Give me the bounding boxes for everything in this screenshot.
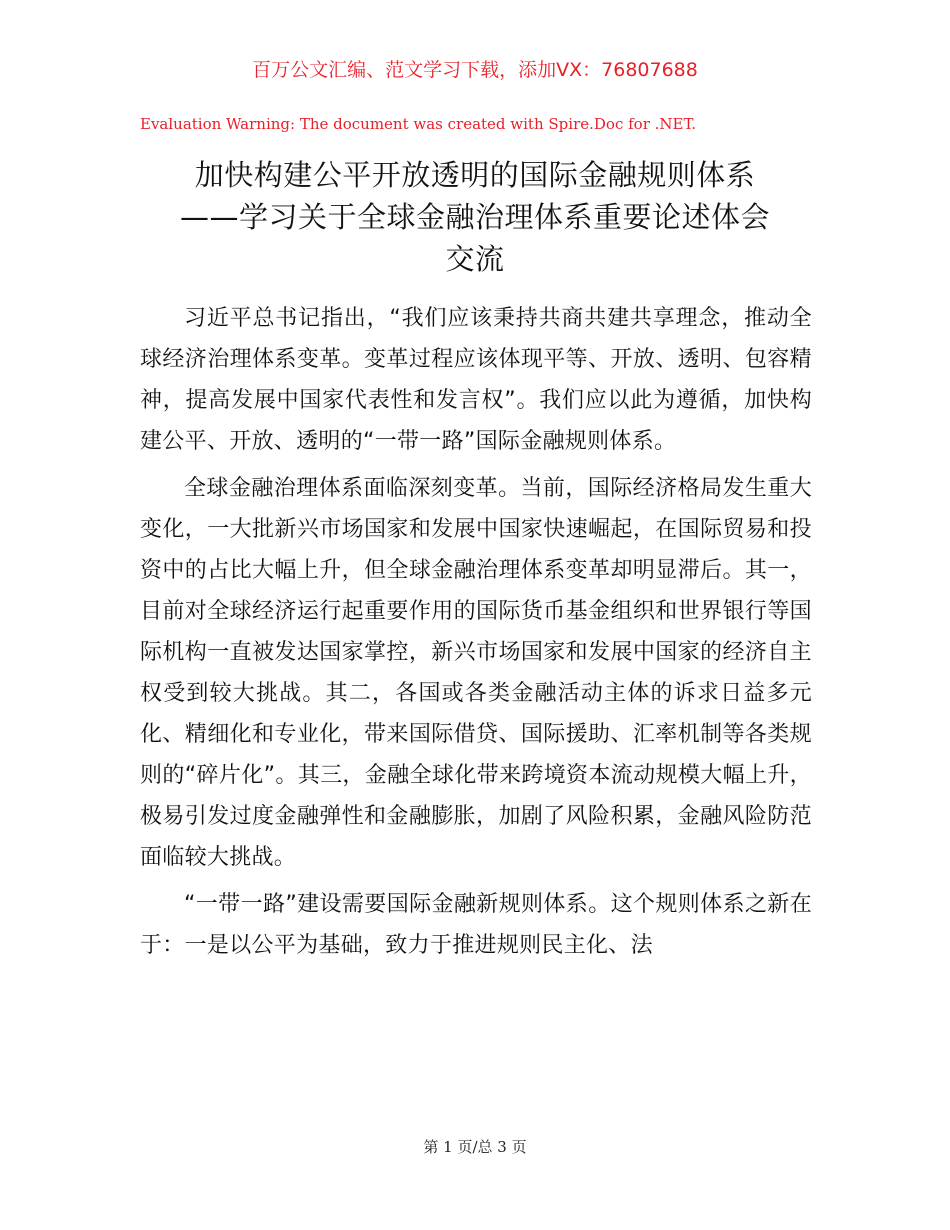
evaluation-warning: Evaluation Warning: The document was created with Spire.Doc for .NET. [140,115,697,133]
paragraph-2: 全球金融治理体系面临深刻变革。当前，国际经济格局发生重大变化，一大批新兴市场国家和发展中国家快速崛起，在国际贸易和投资中的占比大幅上升，但全球金融治理体系变革却明显滞后。其一，目前对全球经济运行起重要作用的国际货币基金组织和世界银行等国际机构一直被发达国家掌控，新兴市场国家和发展中国家的经济自主权受到较大挑战。其二，各国或各类金融活动主体的诉求日益多元化、精细化和专业化，带来国际借贷、国际援助、汇率机制等各类规则的“碎片化”。其三，金融全球化带来跨境资本流动规模大幅上升，极易引发过度金融弹性和金融膨胀，加剧了风险积累，金融风险防范面临较大挑战。 [140,476,812,870]
title-line-2: ——学习关于全球金融治理体系重要论述体会 [179,200,770,234]
title-line-3: 交流 [445,242,505,276]
header-banner: 百万公文汇编、范文学习下载，添加VX：76807688 [252,59,698,81]
document-title [140,154,810,280]
title-line-1: 加快构建公平开放透明的国际金融规则体系 [194,158,756,192]
paragraph-3: “一带一路”建设需要国际金融新规则体系。这个规则体系之新在于：一是以公平为基础，致力于推进规则民主化、法 [140,892,812,958]
paragraph-1: 习近平总书记指出，“我们应该秉持共商共建共享理念，推动全球经济治理体系变革。变革过程应该体现平等、开放、透明、包容精神，提高发展中国家代表性和发言权”。我们应以此为遵循，加快构建公平、开放、透明的“一带一路”国际金融规则体系。 [140,306,812,454]
page-number-footer: 第 1 页/总 3 页 [423,1138,527,1156]
document-body [140,298,812,972]
